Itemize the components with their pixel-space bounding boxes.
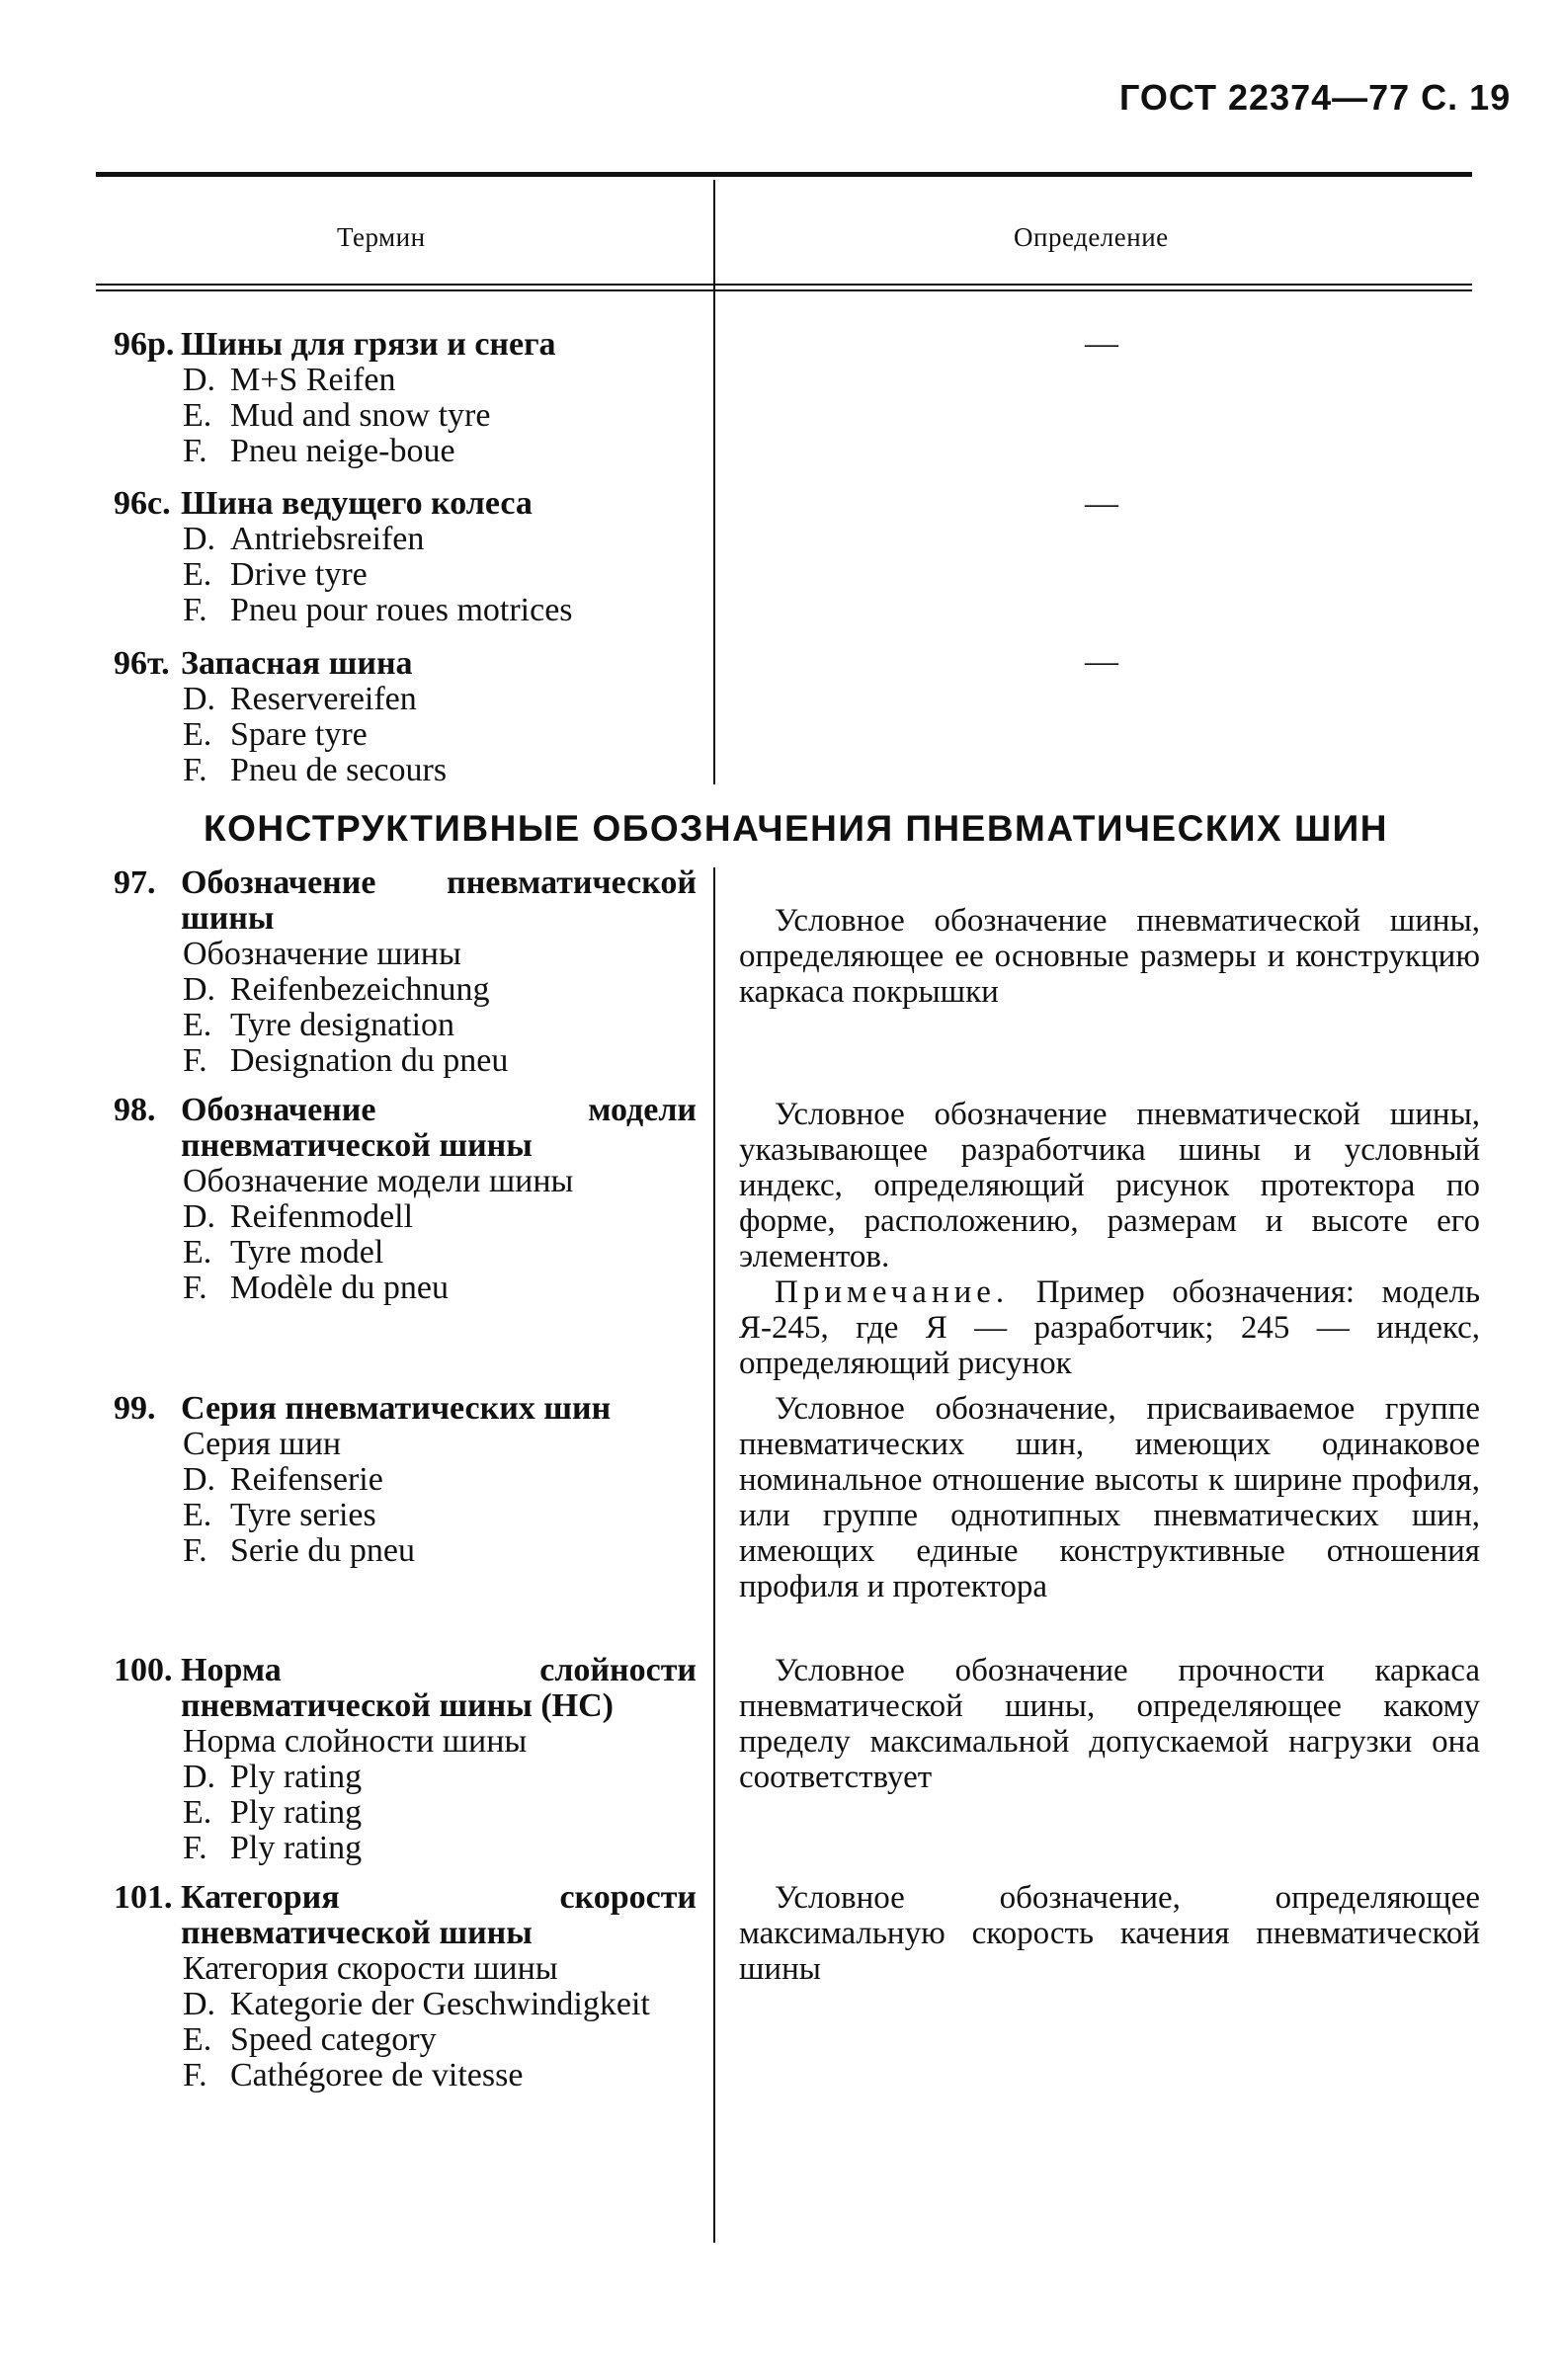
- term-synonym: Обозначение шины: [183, 936, 461, 972]
- column-divider: [713, 867, 715, 2243]
- term-german: D. Reservereifen: [183, 681, 417, 717]
- term-title: Обозначение модели пневматической шины: [181, 1092, 697, 1164]
- term-german: D. Antriebsreifen: [183, 521, 425, 557]
- term-english: E. Drive tyre: [183, 556, 368, 593]
- definition-dash: —: [1085, 485, 1118, 522]
- entry-number: 98.: [114, 1092, 156, 1128]
- term-french: F. Serie du pneu: [183, 1532, 415, 1569]
- term-definition: Условное обозначение пневматической шины, определяющее ее основные размеры и конструкцию каркаса покрышки: [739, 903, 1480, 1010]
- term-german: D. Kategorie der Geschwindigkeit: [183, 1986, 650, 2022]
- table-head-rule: [96, 284, 1472, 286]
- column-header-term: Термин: [337, 222, 426, 252]
- term-synonym: Обозначение модели шины: [183, 1163, 574, 1199]
- entry-number: 100.: [114, 1652, 173, 1688]
- term-german: D. M+S Reifen: [183, 362, 396, 398]
- entry-number: 96с.: [114, 485, 171, 522]
- definition-dash: —: [1085, 643, 1118, 680]
- term-entry: [114, 486, 697, 628]
- term-title: Обозначение пневматической шины: [181, 864, 697, 937]
- table-head-rule: [96, 289, 1472, 291]
- term-german: D. Reifenmodell: [183, 1198, 414, 1235]
- term-french: F. Designation du pneu: [183, 1042, 509, 1079]
- term-title: Категория скорости пневматической шины: [181, 1879, 697, 1951]
- term-french: F. Cathégoree de vitesse: [183, 2057, 524, 2093]
- term-french: F. Pneu neige-boue: [183, 433, 455, 469]
- term-definition: Условное обозначение, присваиваемое группе пневматических шин, имеющих одинаковое номинальное отношение высоты к ширине профиля, или группе однотипных пневматических шин, имеющих единые конструктивные отношения профиля и протектора: [739, 1391, 1480, 1604]
- term-french: F. Modèle du pneu: [183, 1270, 449, 1306]
- section-title: КОНСТРУКТИВНЫЕ ОБОЗНАЧЕНИЯ ПНЕВМАТИЧЕСКИХ ШИН: [204, 808, 1388, 849]
- term-german: D. Ply rating: [183, 1759, 363, 1795]
- term-german: D. Reifenbezeichnung: [183, 971, 490, 1008]
- term-entry: [114, 1880, 697, 2093]
- term-title: Запасная шина: [181, 645, 413, 682]
- entry-number: 101.: [114, 1879, 173, 1916]
- term-english: E. Speed category: [183, 2021, 437, 2058]
- term-english: E. Tyre model: [183, 1234, 384, 1271]
- entry-number: 96р.: [114, 326, 175, 363]
- term-synonym: Серия шин: [183, 1426, 342, 1462]
- term-english: E. Ply rating: [183, 1794, 363, 1831]
- term-entry: [114, 1391, 697, 1569]
- definition-dash: —: [1085, 325, 1118, 362]
- term-english: E. Spare tyre: [183, 716, 368, 753]
- term-entry: [114, 1653, 697, 1866]
- term-synonym: Категория скорости шины: [183, 1950, 558, 1987]
- column-header-definition: Определение: [1014, 222, 1169, 252]
- term-entry: [114, 327, 697, 469]
- term-german: D. Reifenserie: [183, 1461, 383, 1498]
- term-title: Шины для грязи и снега: [181, 326, 556, 363]
- term-synonym: Норма слойности шины: [183, 1723, 528, 1760]
- term-entry: [114, 646, 697, 788]
- term-french: F. Ply rating: [183, 1830, 363, 1866]
- term-french: F. Pneu pour roues motrices: [183, 592, 573, 628]
- term-english: E. Mud and snow tyre: [183, 397, 491, 434]
- term-definition: Условное обозначение, определяющее максимальную скорость качения пневматической шины: [739, 1880, 1480, 1987]
- entry-number: 99.: [114, 1390, 156, 1427]
- term-note: Примечание. Пример обозначения: модель Я-245, где Я — разработчик; 245 — индекс, определяющий рисунок: [739, 1274, 1480, 1381]
- term-french: F. Pneu de secours: [183, 752, 448, 788]
- term-entry: [114, 1093, 697, 1306]
- column-divider: [713, 180, 715, 784]
- term-english: E. Tyre series: [183, 1497, 376, 1533]
- entry-number: 97.: [114, 864, 156, 901]
- term-english: E. Tyre designation: [183, 1007, 455, 1043]
- term-title: Норма слойности пневматической шины (НС): [181, 1652, 697, 1724]
- term-definition: Условное обозначение прочности каркаса пневматической шины, определяющее какому пределу максимальной допускаемой нагрузки она соответствует: [739, 1653, 1480, 1795]
- term-definition: Условное обозначение пневматической шины, указывающее разработчика шины и условный индекс, определяющий рисунок протектора по форме, расположению, размерам и высоте его элементов.: [739, 1097, 1480, 1274]
- table-top-rule: [96, 172, 1472, 177]
- page-header: ГОСТ 22374—77 С. 19: [1119, 77, 1512, 118]
- term-entry: [114, 865, 697, 1079]
- term-title: Серия пневматических шин: [181, 1390, 612, 1427]
- entry-number: 96т.: [114, 645, 170, 682]
- term-title: Шина ведущего колеса: [181, 485, 533, 522]
